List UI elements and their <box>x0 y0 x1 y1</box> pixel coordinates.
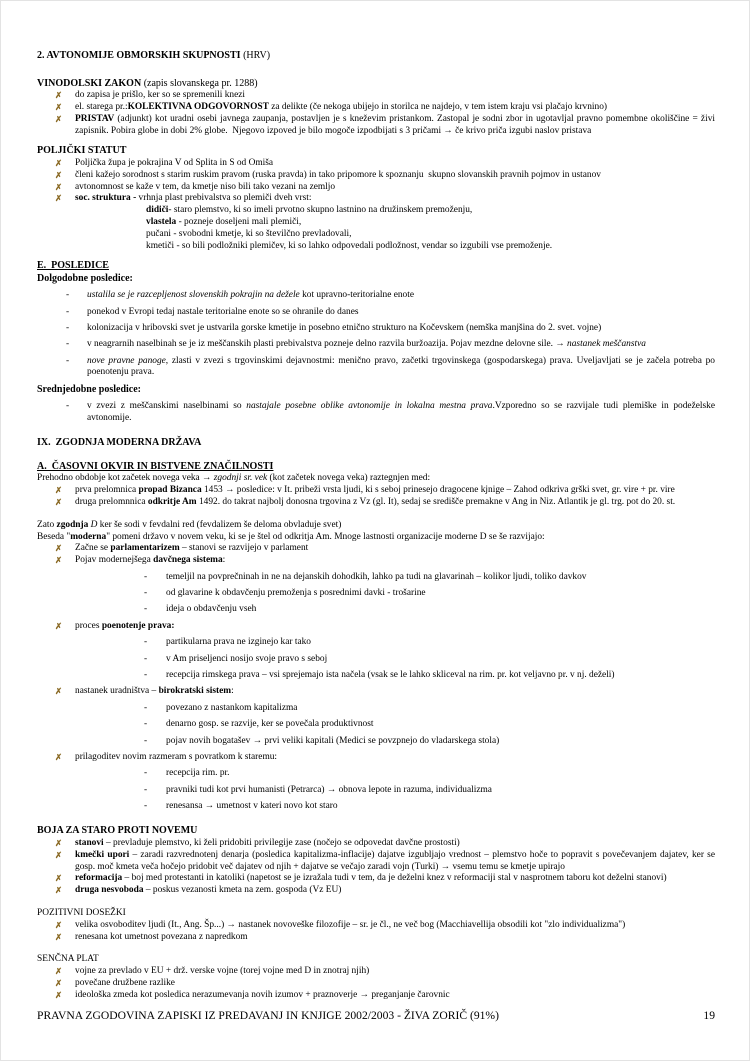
bullet-item <box>37 102 715 114</box>
text-run: kmečki upori <box>75 849 130 860</box>
section-heading <box>37 273 715 286</box>
text-run: PRISTAV <box>75 113 115 124</box>
text-run: ideološka zmeda kot posledica nerazumevanja novih izumov + praznoverje → preganjanje čarovnic <box>75 989 450 1000</box>
bullet-x-icon: ✗ <box>55 885 63 896</box>
text-run: IX. ZGODNJA MODERNA DRŽAVA <box>37 437 202 449</box>
document-body <box>37 50 718 1002</box>
bullet-item <box>37 555 715 567</box>
text-run: vlastela <box>146 216 177 227</box>
sub-dash-item <box>37 703 715 715</box>
sub-dash-item <box>37 736 715 748</box>
spacer <box>37 137 715 145</box>
bullet-x-icon: ✗ <box>55 966 63 977</box>
dash-item <box>37 290 715 302</box>
sub-dash-item <box>37 572 715 584</box>
text-run: ustalila se je razcepljenost slovenskih pokrajin na dežele <box>87 290 300 301</box>
text-run: druga nesvoboda <box>75 885 144 896</box>
text-run: propad Bizanca <box>138 485 202 496</box>
spacer <box>37 450 715 461</box>
text-run: – boj med protestanti in katoliki (napetost se je izražala tudi v tem, da je deželni knez v reformaciji stal v nasprotnem taboru kot deželni stanovi) <box>122 873 667 884</box>
text-run: - staro plemstvo, ki so imeli prvotno skupno lastnino na družinskem premoženju, <box>168 205 473 216</box>
text-run: recepcija rimskega prava – vsi sprejemajo ista načela (vsak se le lahko skliceval na rim. pr. kot veljavno pr. v nj. deželi) <box>166 669 615 680</box>
dash-icon: - <box>144 768 148 779</box>
bullet-x-icon: ✗ <box>55 931 63 942</box>
text-run: nove pravne panoge <box>87 355 166 366</box>
text-run: 2. AVTONOMIJE OBMORSKIH SKUPNOSTI <box>37 50 241 61</box>
bullet-item <box>37 170 715 182</box>
text-run: el. starega pr.: <box>75 101 128 112</box>
text-run: Pojav modernejšega <box>75 555 154 566</box>
bullet-x-icon: ✗ <box>55 113 63 124</box>
text-run: " pomeni državo v novem veku, ki se je štel od odkritja Am. Mnoge lastnosti organizacije moderne D se še razvijajo: <box>106 531 545 542</box>
sub-dash-item <box>37 588 715 600</box>
text-run: Začne se <box>75 543 111 554</box>
dash-icon: - <box>144 801 148 812</box>
bullet-item <box>37 978 715 990</box>
text-run: renesana kot umetnost povezana z napredkom <box>75 931 248 942</box>
dash-icon: - <box>66 355 70 366</box>
bullet-item <box>37 497 715 509</box>
text-run: Poljička župa je pokrajina V od Splita in S od Omiša <box>75 157 274 168</box>
bullet-item <box>37 932 715 944</box>
text-run: ideja o obdavčenju vseh <box>166 604 257 615</box>
bullet-item <box>37 873 715 885</box>
indented-line <box>37 205 715 217</box>
text-run: renesansa → umetnost v kateri novo kot staro <box>166 801 338 812</box>
bullet-x-icon: ✗ <box>55 849 63 860</box>
text-run: didiči <box>146 205 169 216</box>
text-run: POLJIČKI STATUT <box>37 145 127 157</box>
text-run: Prehodno obdobje kot začetek novega veka → <box>37 473 214 484</box>
page-number: 19 <box>703 1009 715 1022</box>
sub-dash-item <box>37 768 715 780</box>
bullet-item <box>37 966 715 978</box>
dash-item <box>37 401 718 425</box>
dash-icon: - <box>66 339 70 350</box>
text-run: členi kažejo sorodnost s starim ruskim pravom (ruska pravda) in tako pripomore k spoznanju skupno slovanskih pravnih pojmov in ustanov <box>75 169 601 180</box>
bullet-item <box>37 849 718 874</box>
text-run: pučani - svobodni kmetje, ki so številčno prevladovali, <box>146 228 352 239</box>
bullet-item <box>37 838 715 850</box>
text-run: denarno gosp. se razvije, ker se povečala produktivnost <box>166 719 374 730</box>
text-run: povečane družbene razlike <box>75 978 175 989</box>
dash-icon: - <box>144 588 148 598</box>
text-run: POZITIVNI DOSEŽKI <box>37 908 126 919</box>
bullet-x-icon: ✗ <box>55 919 63 930</box>
text-run: zgodnja <box>56 519 89 530</box>
spacer <box>37 897 715 908</box>
page-footer <box>37 1009 715 1023</box>
text-run: za delikte (če nekoga ubijejo in storilca ne najdejo, v tem istem kraju vsi plačajo krvnino) <box>268 101 608 112</box>
dash-icon: - <box>144 702 148 713</box>
spacer <box>37 943 715 954</box>
text-run: vojne za prevlado v EU + drž. verske vojne (torej vojne med D in znotraj njih) <box>75 966 370 977</box>
text-run: parlamentarizem <box>110 543 180 554</box>
text-run: velika osvoboditev ljudi (It., Ang. Šp...) → nastanek novoveške filozofije – sr. je čl., ne več bog (Macchiavellija obsodili kot "zlo individualizma") <box>75 919 626 930</box>
spacer <box>37 63 715 78</box>
section-heading <box>37 384 715 397</box>
text-run: vrhnja plast prebivalstva so plemiči dveh vrst: <box>136 193 312 204</box>
section-heading <box>37 260 715 273</box>
section-heading <box>37 50 715 63</box>
sub-dash-item <box>37 785 715 797</box>
text-run: od glavarine k obdavčenju premoženja s posrednimi davki - trošarine <box>166 588 426 598</box>
text-run: povezano z nastankom kapitalizma <box>166 702 298 713</box>
bullet-item <box>37 752 715 764</box>
dash-icon: - <box>144 784 148 795</box>
text-run: - pozneje doseljeni mali plemiči, <box>176 216 302 227</box>
text-run: proces <box>75 620 102 631</box>
bullet-item <box>37 686 715 698</box>
text-run: – zaradi razvrednotenj denarja (posledica kapitalizma-inflacije) dajatve izgubljajo vrednost – plemstvo hoče to popravit s povečevanjem dajatev, ker se gosp. moč kmeta veča hočejo pridobit več dajatev od njih + dajatve se večajo zaradi vojn (Turki) → vsemu temu se kmetje upirajo <box>75 849 718 872</box>
sub-dash-item <box>37 670 715 682</box>
text-run: – stanovi se razvijejo v parlament <box>179 543 309 554</box>
bullet-x-icon: ✗ <box>55 555 63 566</box>
section-heading <box>37 145 715 158</box>
text-run: poenotenje prava: <box>101 620 175 631</box>
bullet-item <box>37 920 715 932</box>
paragraph <box>37 520 715 532</box>
bullet-x-icon: ✗ <box>55 543 63 554</box>
dash-icon: - <box>144 669 148 680</box>
text-run: prva prelomnica <box>75 485 139 496</box>
dash-item <box>37 307 715 319</box>
sub-dash-item <box>37 637 715 649</box>
text-run: 1492. do takrat najbolj donosna trgovina z Vz (gl. It), sedaj se središče premakne v Ang in Niz. Atlantik je gl. trg. pot do 20. st. <box>196 497 676 508</box>
section-heading <box>37 825 715 838</box>
paragraph <box>37 532 715 544</box>
text-run: (adjunkt) kot uradni osebi javnega zaupanja, postavljen je s kneževim pristankom. Zastopal je sodni zbor in ugotavljal pravno pomembne okoliščine = živi zapisnik. Pobira globe in dobi 2% globe. Njegovo izpoved je bilo mogoče izpodbijati s 3 pričami → če krivo priča izgubi naslov pristava <box>75 113 718 136</box>
bullet-item <box>37 90 715 102</box>
section-heading <box>37 437 715 450</box>
dash-icon: - <box>144 604 148 615</box>
text-run: v zvezi z meščanskimi naselbinami so <box>87 401 247 412</box>
text-run: Srednjedobne posledice: <box>37 383 141 395</box>
sub-dash-item <box>37 604 715 616</box>
paragraph <box>37 473 715 485</box>
bullet-item <box>37 990 715 1002</box>
text-run: : <box>231 686 234 697</box>
spacer <box>37 252 715 260</box>
text-run: pojav novih bogatašev → prvi veliki kapitali (Medici se povzpnejo do vladarskega stola) <box>166 735 500 746</box>
text-run: avtonomnost se kaže v tem, da kmetje niso bili tako vezani na zemljo <box>75 181 336 192</box>
text-run: , zlasti v zvezi s trgovinskimi dejavnostmi: menično pravo, začetki trgovinskega (gospodarskega) prava. Uveljavljati se je začela potreba po poenotenju prava. <box>87 355 718 378</box>
bullet-x-icon: ✗ <box>55 485 63 496</box>
dash-item <box>37 323 715 335</box>
dash-icon: - <box>144 735 148 746</box>
text-run: .Vzporedno so se razvijale tudi plemiške in podeželske avtonomije. <box>87 401 718 423</box>
dash-icon: - <box>144 571 148 582</box>
bullet-x-icon: ✗ <box>55 497 63 508</box>
sub-dash-item <box>37 801 715 813</box>
text-run: reformacija <box>75 873 123 884</box>
text-run: KOLEKTIVNA ODGOVORNOST <box>127 101 269 112</box>
bullet-x-icon: ✗ <box>55 873 63 884</box>
text-run: nastanek meščanstva <box>567 339 646 350</box>
text-run: soc. struktura - <box>75 193 137 204</box>
text-run: odkritje Am <box>147 497 197 508</box>
text-run: recepcija rim. pr. <box>166 768 230 779</box>
bullet-item <box>37 182 715 194</box>
dash-icon: - <box>144 653 148 664</box>
bullet-item <box>37 543 715 555</box>
dash-icon: - <box>66 290 70 301</box>
dash-icon: - <box>144 719 148 730</box>
text-run: – poskus vezanosti kmeta na zem. gospoda (Vz EU) <box>143 885 342 896</box>
text-run: kolonizacija v hribovski svet je ustvarila gorske kmetije in posebno etnično strukturo na Kočevskem (nemška manjšina do 2. svet. vojne) <box>87 322 602 333</box>
text-run: v Am priseljenci nosijo svoje pravo s seboj <box>166 653 328 664</box>
bullet-x-icon: ✗ <box>55 751 63 762</box>
dash-item <box>37 339 715 351</box>
section-heading <box>37 78 715 91</box>
bullet-x-icon: ✗ <box>55 686 63 697</box>
text-run: partikularna prava ne izginejo kar tako <box>166 637 311 648</box>
dash-item <box>37 355 718 380</box>
text-run: kot upravno-teritorialne enote <box>299 290 415 301</box>
dash-icon: - <box>66 306 70 317</box>
dash-icon: - <box>66 322 70 333</box>
bullet-item <box>37 885 715 897</box>
text-run: (kot začetek novega veka) raztegnjen med: <box>267 473 431 484</box>
bullet-item <box>37 158 715 170</box>
dash-icon: - <box>66 401 70 412</box>
paragraph <box>37 954 715 966</box>
text-run: 1453 → posledice: v It. pribeži vrsta ljudi, ki s seboj prinesejo dragocene kjnige – Zahod odkriva grški svet, gr. vire + pr. vire <box>201 485 675 496</box>
bullet-item <box>37 621 715 633</box>
text-run: kmetiči - so bili podložniki plemičev, ki so lahko odpovedali podložnost, vendar so izgubili vse premoženje. <box>146 240 553 251</box>
spacer <box>37 509 715 520</box>
bullet-x-icon: ✗ <box>55 169 63 180</box>
footer-title: PRAVNA ZGODOVINA ZAPISKI IZ PREDAVANJ IN KNJIGE 2002/2003 - ŽIVA ZORIČ (91%) <box>37 1009 499 1022</box>
bullet-x-icon: ✗ <box>55 620 63 631</box>
text-run: BOJA ZA STARO PROTI NOVEMU <box>37 825 198 837</box>
text-run: (zapis slovanskega pr. 1288) <box>141 77 258 89</box>
indented-line <box>37 241 715 253</box>
bullet-x-icon: ✗ <box>55 978 63 989</box>
text-run: Zato <box>37 519 57 530</box>
bullet-x-icon: ✗ <box>55 90 63 101</box>
text-run: davčnega sistema <box>153 555 223 566</box>
spacer <box>37 817 715 825</box>
text-run: do zapisa je prišlo, ker so se spremenili knezi <box>75 90 246 101</box>
text-run: temeljil na povprečninah in ne na dejanskih dohodkih, lahko pa tudi na glavarinah – kolikor ljudi, toliko davkov <box>166 571 587 582</box>
bullet-x-icon: ✗ <box>55 101 63 112</box>
text-run: ponekod v Evropi tedaj nastale teritorialne enote so se ohranile do danes <box>87 306 359 317</box>
bullet-x-icon: ✗ <box>55 989 63 1000</box>
text-run: SENČNA PLAT <box>37 954 99 965</box>
text-run: nastajale posebne oblike avtonomije in lokalna mestna prava <box>246 401 493 412</box>
paragraph <box>37 908 715 920</box>
bullet-x-icon: ✗ <box>55 193 63 204</box>
text-run: Beseda " <box>37 531 71 542</box>
bullet-item <box>37 193 715 205</box>
text-run: D <box>90 519 98 530</box>
section-heading <box>37 461 715 474</box>
text-run: A. ČASOVNI OKVIR IN BISTVENE ZNAČILNOSTI <box>37 460 274 472</box>
text-run: : <box>222 555 226 566</box>
text-run: (HRV) <box>240 50 271 61</box>
bullet-x-icon: ✗ <box>55 157 63 168</box>
text-run: v neagrarnih naselbinah se je iz meščanskih plasti prebivalstva pozneje delno razvila buržoazija. Pojav mezdne delovne sile. → <box>87 339 568 350</box>
text-run: moderna <box>70 531 107 542</box>
text-run: druga prelomnnica <box>75 497 148 508</box>
indented-line <box>37 217 715 229</box>
text-run: – prevladuje plemstvo, ki želi pridobiti privilegije zase (nočejo se odpovedat davčne prostosti) <box>103 838 460 849</box>
indented-line <box>37 229 715 241</box>
text-run: stanovi <box>75 838 104 849</box>
text-run: prilagoditev novim razmeram s povratkom k staremu: <box>75 751 278 762</box>
bullet-item <box>37 485 715 497</box>
text-run: VINODOLSKI ZAKON <box>37 77 142 89</box>
sub-dash-item <box>37 719 715 731</box>
text-run: nastanek uradništva – <box>75 686 159 697</box>
text-run: Dolgodobne posledice: <box>37 272 133 284</box>
bullet-x-icon: ✗ <box>55 838 63 849</box>
text-run: zgodnji sr. vek <box>213 473 268 484</box>
text-run: E. POSLEDICE <box>37 260 109 272</box>
text-run: ker še sodi v fevdalni red (fevdalizem še deloma obvladuje svet) <box>97 519 342 530</box>
sub-dash-item <box>37 654 715 666</box>
dash-icon: - <box>144 637 148 648</box>
bullet-item <box>37 113 718 138</box>
text-run: birokratski sistem <box>158 686 232 697</box>
bullet-x-icon: ✗ <box>55 181 63 192</box>
text-run: pravniki tudi kot prvi humanisti (Petrarca) → obnova lepote in razuma, individualizma <box>166 784 492 795</box>
